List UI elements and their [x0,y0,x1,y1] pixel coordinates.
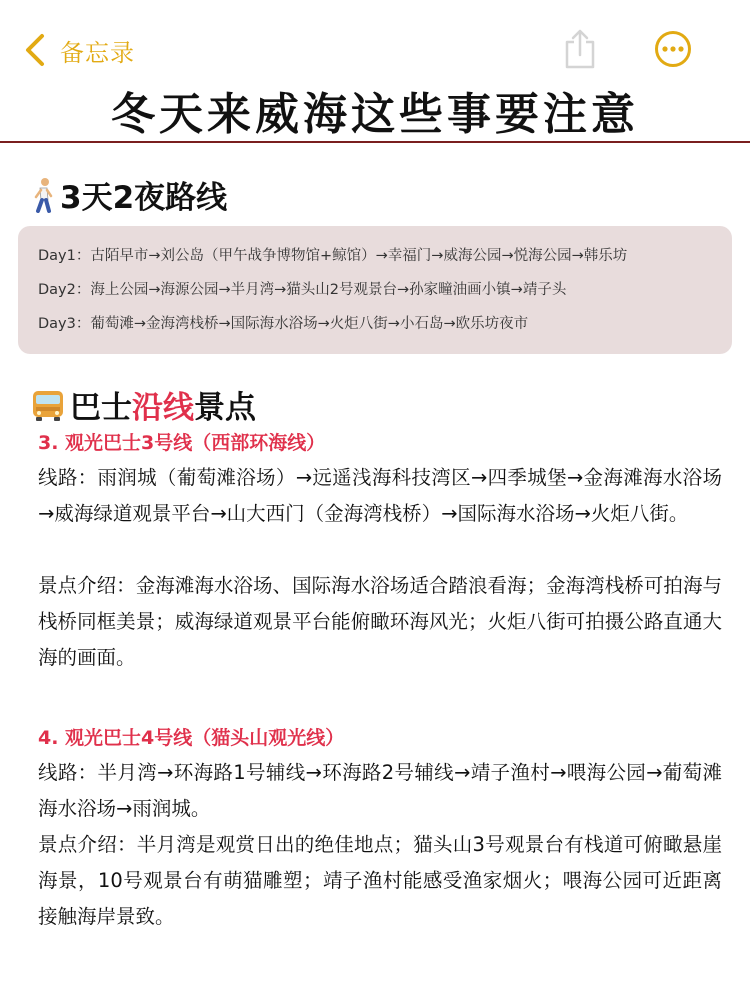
back-label: 备忘录 [60,38,135,67]
route-heading-text: 3天2夜路线 [60,180,228,216]
share-icon[interactable] [562,28,598,70]
bus-line-3-route: 线路：雨润城（葡萄滩浴场）→远遥浅海科技湾区→四季城堡→金海滩海水浴场→威海绿道观景平台→山大西门（金海湾栈桥）→国际海水浴场→火炬八街。 [38,466,722,525]
bus-heading-post: 景点 [194,390,256,426]
bus-icon [30,387,66,423]
itinerary-day-3: Day3：葡萄滩→金海湾栈桥→国际海水浴场→火炬八街→小石岛→欧乐坊夜市 [38,316,529,332]
bus-heading-highlight: 沿线 [132,390,194,426]
itinerary-day-2: Day2：海上公园→海源公园→半月湾→猫头山2号观景台→孙家疃油画小镇→靖子头 [38,282,567,298]
bus-line-3-intro: 景点介绍：金海滩海水浴场、国际海水浴场适合踏浪看海；金海湾栈桥可拍海与栈桥同框美景；威海绿道观景平台能俯瞰环海风光；火炬八街可拍摄公路直通大海的画面。 [38,574,722,669]
page-title: 冬天来威海这些事要注意 [111,89,639,140]
itinerary-day-1: Day1：古陌早市→刘公岛（甲午战争博物馆+鲸馆）→幸福门→威海公园→悦海公园→韩乐坊 [38,248,628,264]
bus-heading [30,382,256,427]
title-divider [0,141,750,143]
bus-heading-pre: 巴士 [70,390,132,426]
bus-line-4-route: 线路：半月湾→环海路1号辅线→环海路2号辅线→靖子渔村→喂海公园→葡萄滩海水浴场→雨润城。 [38,761,722,820]
bus-line-4-intro: 景点介绍：半月湾是观赏日出的绝佳地点；猫头山3号观景台有栈道可俯瞰悬崖海景，10号观景台有萌猫雕塑；靖子渔村能感受渔家烟火；喂海公园可近距离接触海岸景致。 [38,833,722,928]
more-icon[interactable] [654,30,692,68]
walking-person-icon [30,177,56,213]
chevron-left-icon [22,32,48,68]
route-itinerary-box [18,226,732,354]
route-heading [30,172,227,217]
bus-line-3-title: 3. 观光巴士3号线（西部环海线） [38,432,326,454]
back-button[interactable] [22,30,135,70]
bus-line-4-title: 4. 观光巴士4号线（猫头山观光线） [38,727,345,749]
